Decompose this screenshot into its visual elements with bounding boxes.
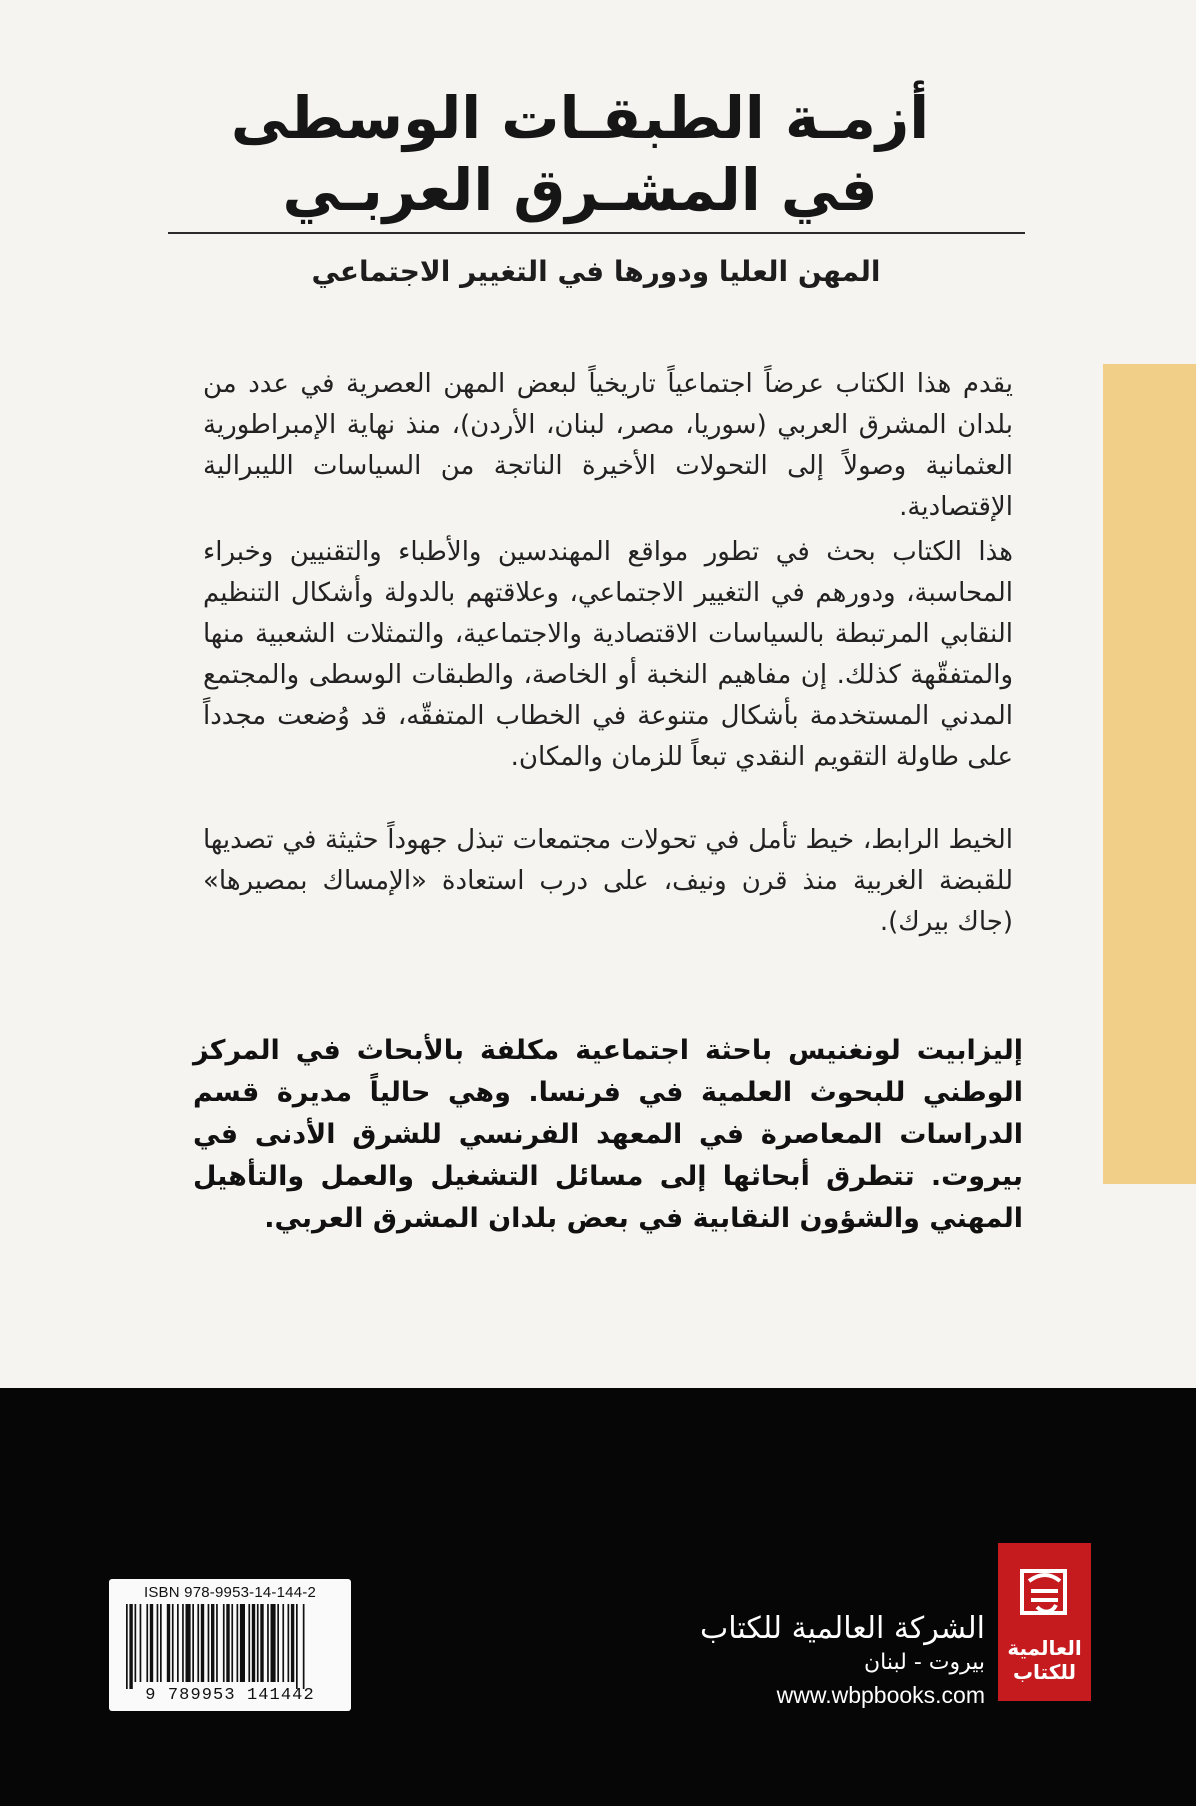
barcode-bar (303, 1604, 305, 1689)
book-title (120, 82, 1040, 226)
description-paragraph-1: يقدم هذا الكتاب عرضاً اجتماعياً تاريخياً لبعض المهن العصرية في عدد من بلدان المشرق العربي (سوريا، مصر، لبنان، الأردن)، منذ نهاية الإمبراطورية العثمانية وصولاً إلى التحولات الأخيرة الناتجة من السياسات الليبرالية الإقتصادية. (203, 369, 1013, 522)
publisher-logo (998, 1543, 1091, 1701)
barcode-bar (146, 1604, 148, 1682)
publisher-logo-text-line-2: للكتاب (1012, 1660, 1077, 1684)
barcode-bar (157, 1604, 159, 1682)
book-title-line-2: في المشـرق العربـي (282, 156, 878, 224)
barcode-bar (248, 1604, 250, 1682)
barcode-bar (211, 1604, 214, 1682)
barcode-bar (182, 1604, 184, 1682)
publisher-logo-text (1004, 1636, 1085, 1684)
barcode-bar (140, 1604, 142, 1682)
barcode-bar (192, 1604, 194, 1682)
barcode-bar (167, 1604, 170, 1682)
barcode-bar (186, 1604, 191, 1682)
description-paragraph-3: الخيط الرابط، خيط تأمل في تحولات مجتمعات تبذل جهوداً حثيثة في تصديها للقبضة الغربية منذ قرن ونيف، على درب استعادة «الإمساك بمصيرها» (جاك بيرك). (203, 825, 1013, 937)
barcode-bar (257, 1604, 259, 1682)
isbn-label: ISBN 978-9953-14-144-2 (143, 1584, 316, 1601)
barcode-bar (223, 1604, 225, 1682)
barcode-bar (208, 1604, 210, 1682)
barcode-bar (197, 1604, 199, 1682)
barcode-bar (177, 1604, 179, 1682)
barcode-bar (150, 1604, 153, 1682)
book-title-line-1: أزمـة الطبقـات الوسطى (230, 84, 930, 152)
author-bio: إليزابيت لونغنيس باحثة اجتماعية مكلفة بالأبحاث في المركز الوطني للبحوث العلمية في فرنسا. وهي حالياً مديرة قسم الدراسات المعاصرة في المعهد الفرنسي للشرق الأدنى في بيروت. تتطرق أبحاثها إلى مسائل التشغيل والعمل والتأهيل المهني والشؤون النقابية في بعض بلدان المشرق العربي. (193, 1035, 1023, 1234)
publisher-logo-text-line-1: العالمية (1007, 1636, 1082, 1660)
barcode-bar (160, 1604, 162, 1682)
barcode-bar (291, 1604, 294, 1682)
accent-side-strip (1103, 364, 1196, 1184)
barcode-bar (126, 1604, 128, 1689)
barcode-bar (231, 1604, 233, 1682)
publisher-city: بيروت - لبنان (864, 1650, 985, 1675)
barcode-bar (240, 1604, 245, 1682)
barcode-background (122, 1604, 339, 1689)
barcode-digits: 9 789953 141442 (145, 1686, 315, 1705)
barcode-bar (216, 1604, 218, 1682)
barcode-bar (288, 1604, 290, 1682)
barcode-bar (271, 1604, 276, 1682)
barcode-bar (172, 1604, 174, 1682)
title-divider (168, 232, 1025, 234)
publisher-info (640, 1612, 985, 1711)
publisher-website: www.wbpbooks.com (776, 1682, 985, 1708)
barcode-bar (282, 1604, 284, 1682)
barcode-bar (252, 1604, 255, 1682)
barcode-panel (109, 1579, 351, 1711)
barcode-bar (277, 1604, 279, 1682)
barcode-bar (135, 1604, 137, 1682)
barcode-bar (267, 1604, 269, 1682)
barcode-bar (201, 1604, 204, 1682)
barcode-bar (129, 1604, 132, 1689)
barcode-graphic (122, 1604, 339, 1689)
barcode-bar (296, 1604, 298, 1689)
publisher-name: الشركة العالمية للكتاب (699, 1611, 985, 1646)
description-paragraph-2: هذا الكتاب بحث في تطور مواقع المهندسين والأطباء والتقنيين وخبراء المحاسبة، ودورهم في التغيير الاجتماعي، وعلاقتهم بالدولة وأشكال التنظيم النقابي المرتبطة بالسياسات الاقتصادية والاجتماعية، والتمثلات الشعبية منها والمتفقّهة كذلك. إن مفاهيم النخبة أو الخاصة، والطبقات الوسطى والمجتمع المدني المستخدمة بأشكال متنوعة في الخطاب المتفقّه، قد وُضعت مجدداً على طاولة التقويم النقدي تبعاً للزمان والمكان. (203, 537, 1013, 772)
book-subtitle: المهن العليا ودورها في التغيير الاجتماعي (311, 255, 881, 288)
barcode-bar (260, 1604, 263, 1682)
barcode-bar (237, 1604, 239, 1682)
barcode-bar (226, 1604, 229, 1682)
